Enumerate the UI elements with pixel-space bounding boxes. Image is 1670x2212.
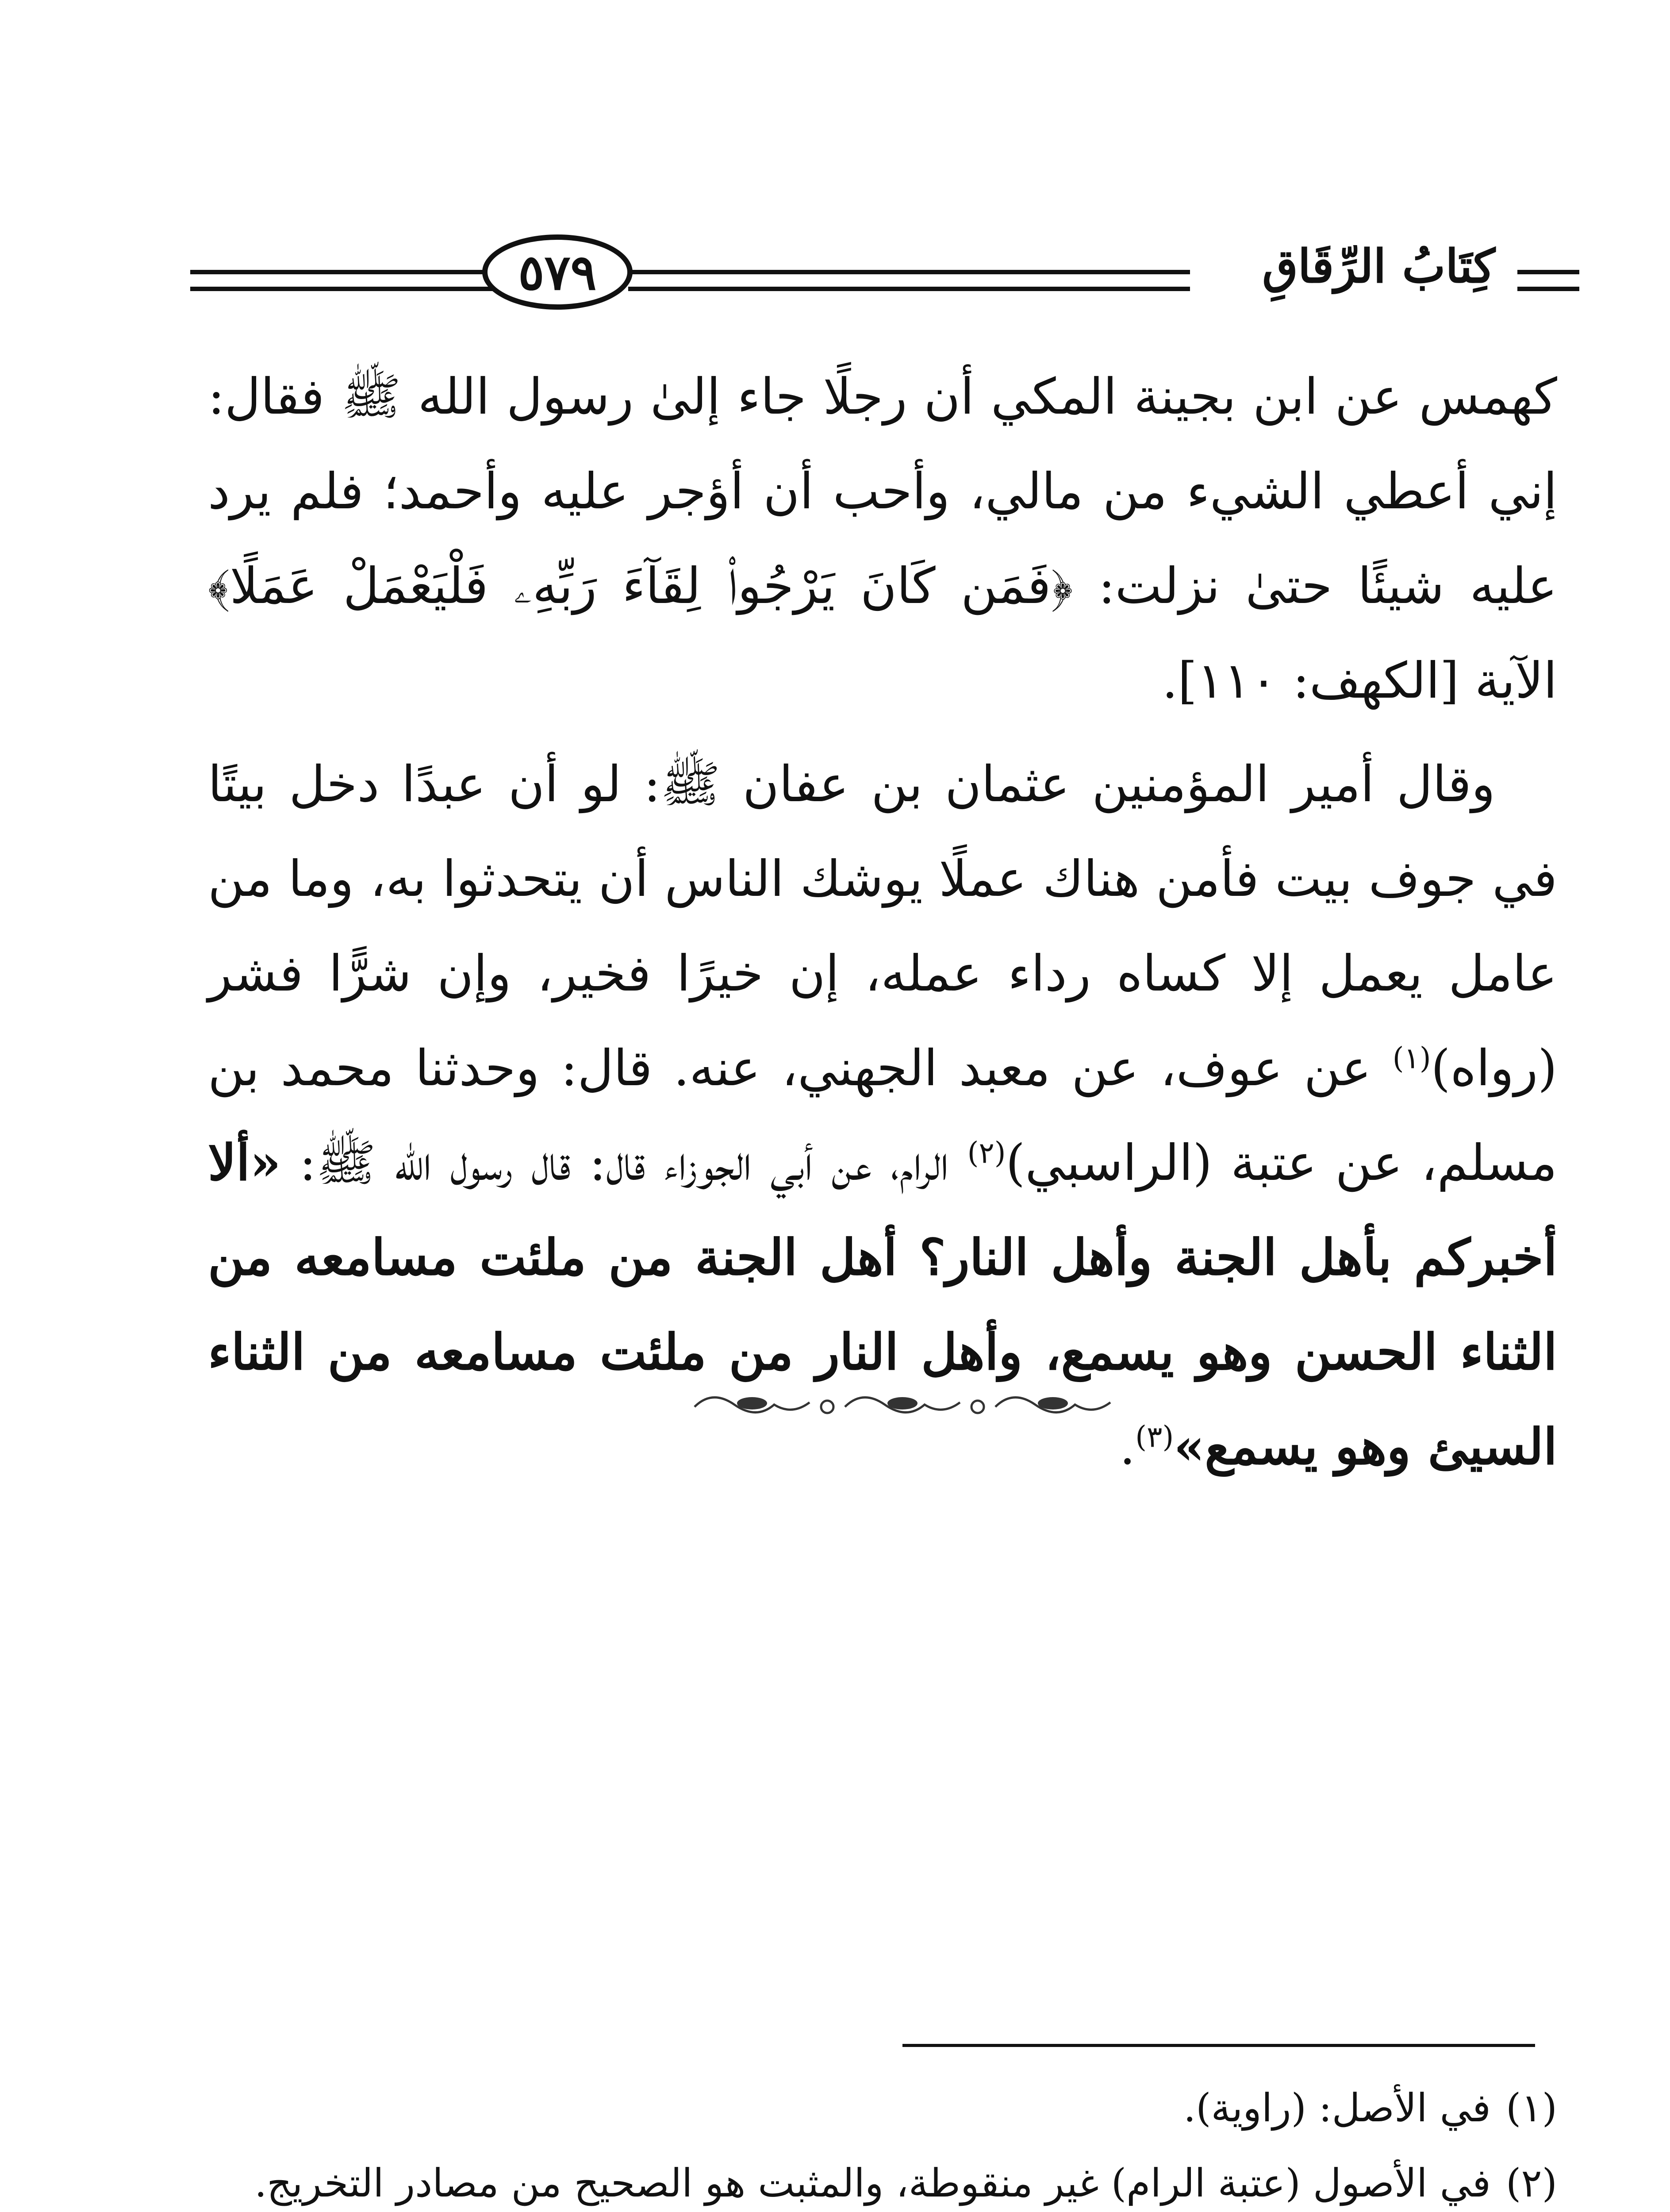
footnote-1 xyxy=(208,2070,1557,2146)
page-number: ٥٧٩ xyxy=(482,234,633,310)
footnote-separator xyxy=(902,2044,1535,2047)
footnote-2 xyxy=(208,2146,1557,2212)
paragraph-2-part-4: . xyxy=(1119,1418,1136,1476)
page-header xyxy=(190,234,1579,319)
ornament-divider xyxy=(686,1385,1128,1425)
footnote-number: (١) xyxy=(1506,2085,1557,2131)
paragraph-2 xyxy=(208,737,1557,1494)
paragraph-2-part-2: عن عوف، عن معبد الجهني، عنه. قال: وحدثنا محمد بن مسلم، عن عتبة (الراسبي) xyxy=(208,1040,1558,1192)
footnote-ref-2: (٢) xyxy=(967,1136,1006,1170)
running-title: كِتَابُ الرِّقَاقِ xyxy=(1262,239,1495,293)
paragraph-2-part-3: الرام، عن أبي الجوزاء قال: قال رسول الله ﷺ: xyxy=(281,1134,967,1192)
footnotes xyxy=(208,2070,1557,2212)
footnote-number: (٢) xyxy=(1506,2160,1557,2206)
footnote-text: في الأصل: (راوية). xyxy=(1183,2085,1491,2131)
footnote-text: في الأصول (عتبة الرام) غير منقوطة، والمثبت هو الصحيح من مصادر التخريج. xyxy=(254,2160,1491,2206)
header-rule-right xyxy=(1517,270,1579,291)
footnote-ref-1: (١) xyxy=(1392,1041,1431,1075)
header-rule-left xyxy=(190,270,518,291)
hadith-quote: «ألا أخبركم بأهل الجنة وأهل النار؟ أهل الجنة من ملئت مسامعه من الثناء الحسن وهو يسمع، وأهل النار من ملئت مسامعه من الثناء السيئ وهو يسمع» xyxy=(208,1134,1557,1476)
paragraph-2-part-1: وقال أمير المؤمنين عثمان بن عفان ﷺ: لو أن عبدًا دخل بيتًا في جوف بيت فأمن هناك عملًا يوشك الناس أن يتحدثوا به، وما من عامل يعمل إلا كساه رداء عمله، إن خيرًا فخير، وإن شرًّا فشر (رواه) xyxy=(208,756,1557,1097)
header-rule-middle xyxy=(628,270,1190,291)
footnote-ref-3: (٣) xyxy=(1135,1420,1174,1454)
paragraph-1: كهمس عن ابن بجينة المكي أن رجلًا جاء إلىٰ رسول الله ﷺ فقال: إني أعطي الشيء من مالي، وأحب أن أؤجر عليه وأحمد؛ فلم يرد عليه شيئًا حتىٰ نزلت: ﴿فَمَن كَانَ يَرْجُوا۟ لِقَآءَ رَبِّهِۦ فَلْيَعْمَلْ عَمَلًا﴾ الآية [الكهف: ١١٠]. xyxy=(208,368,1557,710)
main-text xyxy=(208,349,1557,1503)
